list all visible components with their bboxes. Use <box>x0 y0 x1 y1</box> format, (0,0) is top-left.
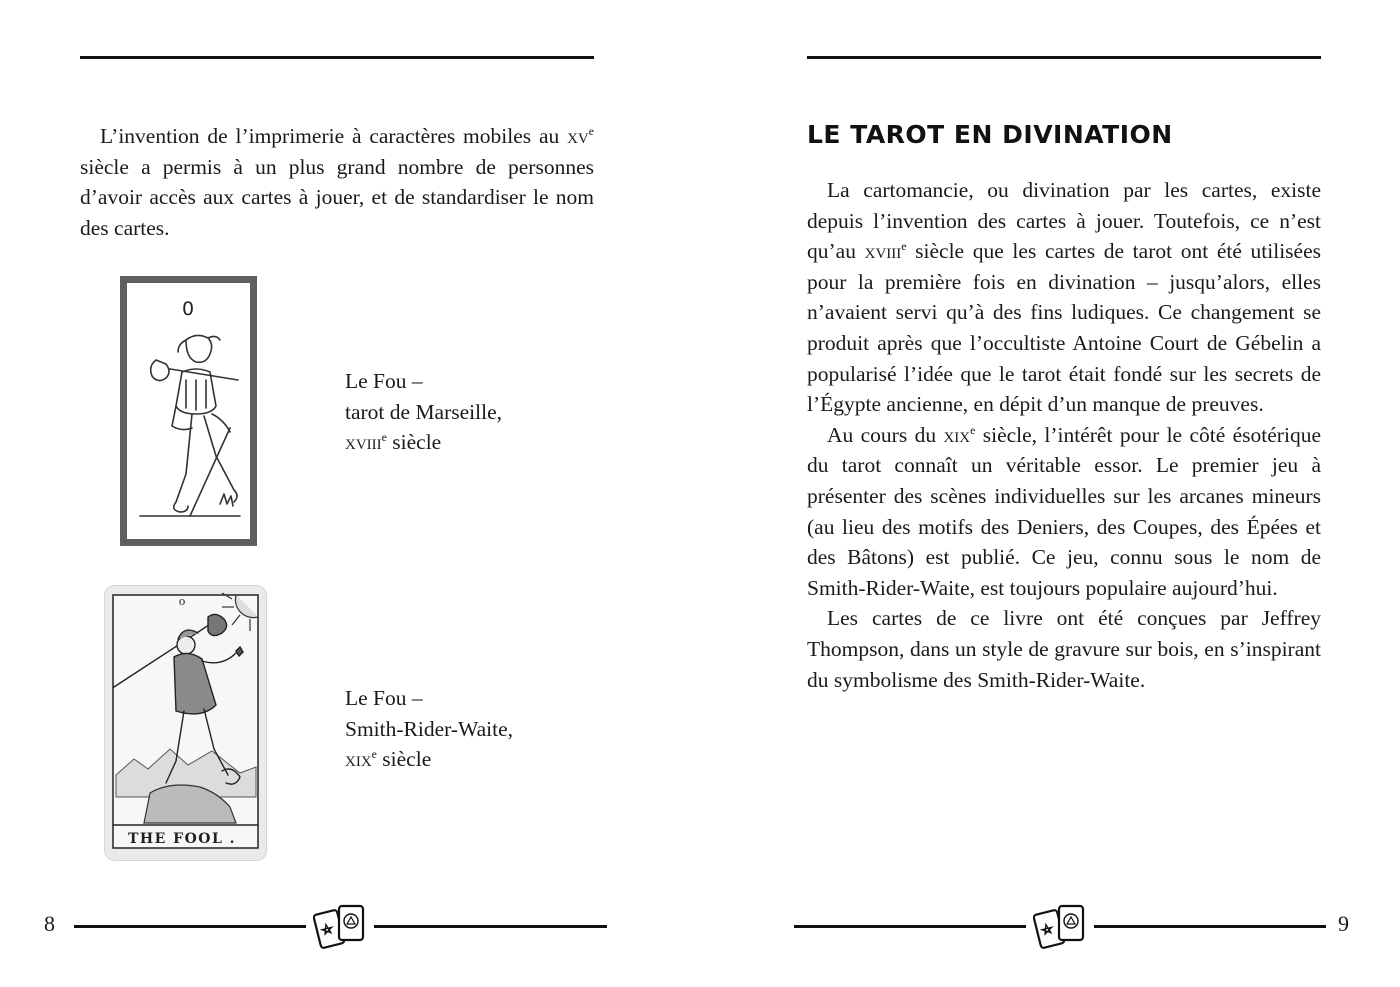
footer-rule-right <box>374 925 607 928</box>
marseille-card-number: 0 <box>181 298 195 320</box>
rws-caption-line1: Le Fou – <box>345 686 423 710</box>
rws-fool-card <box>104 585 267 861</box>
marseille-caption-century: xviii <box>345 430 382 455</box>
right-page <box>700 0 1400 987</box>
paragraph-1-text-b: siècle que les cartes de tarot ont été utilisées pour la première fois en divination – jusqu’alors, elles n’avaient servi qu’à des fins ludiques. Ce changement se produit après que l’occultiste Antoine Court de Gébelin a popularisé l’idée que le tarot était fondé sur les secrets de l’Égypte ancienne, en dépit d’un manque de preuves. <box>807 239 1322 417</box>
paragraph-3: Les cartes de ce livre ont été conçues par Jeffrey Thompson, dans un style de gravure sur bois, en s’inspirant du symbolisme des Smith-Rider-Waite. <box>807 606 1321 692</box>
section-heading: LE TAROT EN DIVINATION <box>807 120 1173 149</box>
footer-rule-left <box>794 925 1026 928</box>
paragraph-2-sup: e <box>970 422 976 437</box>
paragraph-1-century: xviii <box>864 239 902 264</box>
body-text <box>807 175 1321 695</box>
top-rule <box>807 56 1321 59</box>
rws-caption-century: xix <box>345 747 372 772</box>
footer-rule-right <box>1094 925 1326 928</box>
marseille-caption <box>345 366 502 458</box>
tarot-cards-icon <box>1033 902 1089 957</box>
paragraph-1-text-a: La cartomancie, ou divination par les cartes, existe depuis l’invention des cartes à jouer. Toutefois, ce n’est qu’au <box>807 178 1321 264</box>
paragraph-2-text-b: siècle, l’intérêt pour le côté ésotérique du tarot connaît un véritable essor. Le premier jeu à présenter des scènes individuelles sur les arcanes mineurs (au lieu des motifs des Deniers, des Coupes, des Épées et des Bâtons) est publié. Ce jeu, connu sous le nom de Smith-Rider-Waite, est toujours populaire aujourd’hui. <box>807 422 1321 600</box>
marseille-caption-line1: Le Fou – <box>345 369 423 393</box>
marseille-caption-rest: siècle <box>386 430 442 455</box>
marseille-caption-line2: tarot de Marseille, <box>345 399 503 424</box>
intro-century: xv <box>567 124 589 148</box>
rws-caption-line2: Smith-Rider-Waite, <box>345 716 514 741</box>
rws-caption-sup: e <box>371 747 377 762</box>
intro-century-sup: e <box>588 123 594 138</box>
marseille-fool-card <box>120 276 257 546</box>
paragraph-2 <box>807 420 1321 604</box>
rws-caption-rest: siècle <box>376 747 432 772</box>
paragraph-2-century: xix <box>943 422 971 447</box>
top-rule <box>80 56 594 59</box>
rws-card-title: THE FOOL . <box>127 831 237 847</box>
paragraph-2-text-a: Au cours du <box>827 422 944 447</box>
footer-rule-left <box>74 925 306 928</box>
marseille-fool-illustration <box>120 276 257 546</box>
rws-card-number: o <box>178 595 186 608</box>
paragraph-1-sup: e <box>901 239 907 254</box>
paragraph-1 <box>807 175 1321 420</box>
rws-fool-illustration <box>104 585 267 861</box>
page-number: 8 <box>44 911 55 936</box>
tarot-cards-icon <box>313 902 369 957</box>
intro-text-b: siècle a permis à un plus grand nombre de personnes d’avoir accès aux cartes à jouer, et de standardiser le nom des cartes. <box>80 154 594 240</box>
page-number: 9 <box>1338 911 1349 936</box>
intro-text-a: L’invention de l’imprimerie à caractères mobiles au <box>100 124 568 148</box>
rws-caption <box>345 683 513 775</box>
marseille-caption-sup: e <box>381 430 387 445</box>
intro-paragraph <box>80 121 594 243</box>
